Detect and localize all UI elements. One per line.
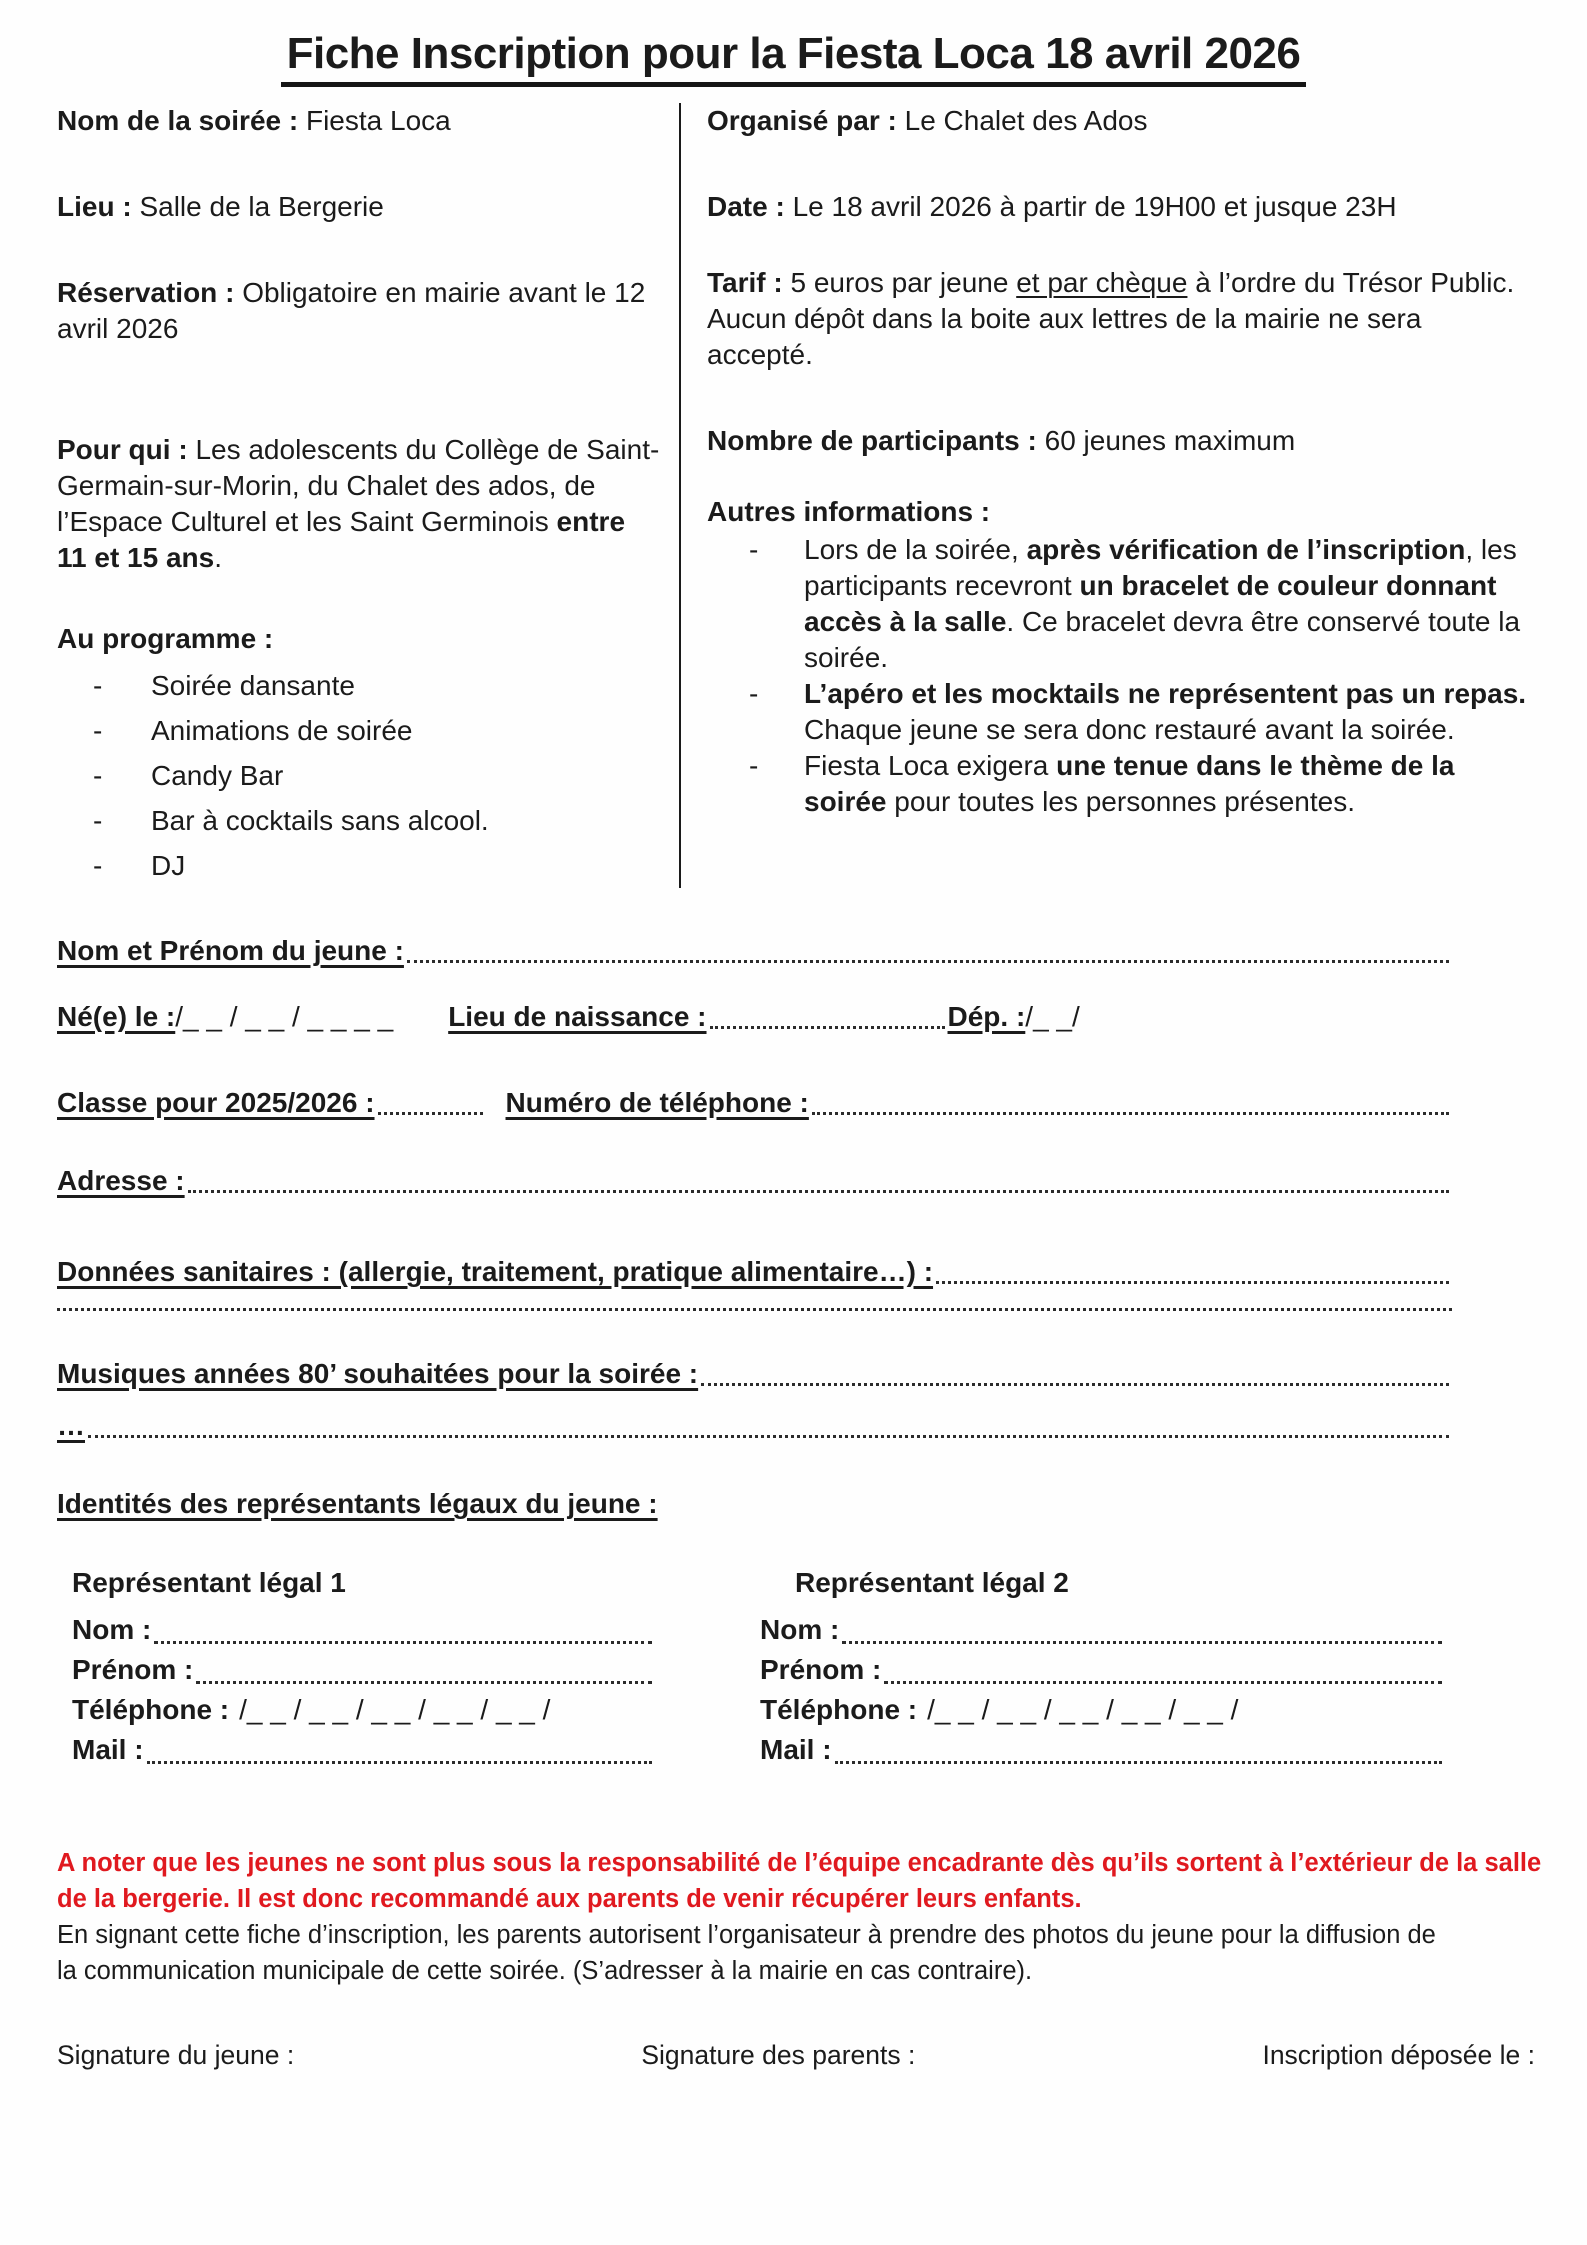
programme-item-2: Animations de soirée [151, 715, 413, 746]
dotted-line [842, 1641, 1442, 1644]
dash-bullet: - [93, 715, 103, 746]
signature-jeune-label: Signature du jeune : [57, 2040, 295, 2070]
autres-informations-list [707, 532, 1534, 820]
rep2-prenom-label: Prénom : [760, 1654, 882, 1685]
tarif-label: Tarif : [707, 267, 783, 298]
programme-label: Au programme : [57, 623, 274, 654]
dash-bullet: - [93, 760, 103, 791]
photo-authorization-note [57, 1917, 1557, 1989]
representant-legal-1-block [57, 1562, 740, 1770]
programme-item-4: Bar à cocktails sans alcool. [151, 805, 489, 836]
dotted-line [936, 1281, 1449, 1284]
field-tarif [707, 265, 1534, 373]
participants-label: Nombre de participants : [707, 425, 1037, 456]
signature-row [57, 2037, 1535, 2073]
list-item [93, 798, 661, 843]
dotted-line [196, 1681, 652, 1684]
dotted-line [701, 1383, 1449, 1386]
adresse-label: Adresse : [57, 1165, 185, 1196]
autres-bullet-1 [804, 532, 1534, 676]
warning-note [57, 1845, 1557, 1917]
ne-le-label: Né(e) le : [57, 1001, 176, 1032]
pour-qui-end: . [214, 542, 223, 573]
dash-bullet: - [749, 750, 759, 781]
musiques-label: Musiques années 80’ souhaitées pour la soirée : [57, 1358, 699, 1389]
dotted-line [835, 1761, 1442, 1764]
reservation-label: Réservation : [57, 277, 235, 308]
bullet2-b1: L’apéro et les mocktails ne représentent pas un repas. [804, 678, 1527, 709]
list-item [93, 663, 661, 708]
bullet1-s1: Lors de la soirée, [804, 534, 1027, 565]
info-column-left [57, 103, 679, 888]
musiques-continuation-prefix: … [57, 1410, 85, 1441]
dotted-line [378, 1112, 483, 1115]
tarif-text-2: à l’ordre du Trésor Public. Aucun dépôt dans la boite aux lettres de la mairie ne sera accepté. [707, 267, 1515, 370]
field-programme [57, 621, 661, 888]
field-organise-par [707, 103, 1534, 139]
list-item [93, 708, 661, 753]
field-lieu [57, 189, 661, 225]
programme-item-1: Soirée dansante [151, 670, 355, 701]
lieu-naissance-label: Lieu de naissance : [448, 1001, 707, 1032]
rep2-row-mail [760, 1730, 1445, 1770]
dash-bullet: - [93, 670, 103, 701]
bullet1-b1: après vérification de l’inscription [1026, 534, 1466, 565]
row-musiques-continuation [57, 1408, 1452, 1444]
info-columns [57, 103, 1534, 888]
rep1-nom-label: Nom : [72, 1614, 152, 1645]
rep1-telephone-blank-template: /_ _ / _ _ / _ _ / _ _ / _ _ / [239, 1694, 551, 1725]
nom-soiree-label: Nom de la soirée : [57, 105, 299, 136]
organise-par-value: Le Chalet des Ados [904, 105, 1148, 136]
nom-prenom-jeune-label: Nom et Prénom du jeune : [57, 935, 404, 966]
list-item [749, 676, 1534, 748]
rep1-telephone-label: Téléphone : [72, 1694, 230, 1725]
rep1-prenom-label: Prénom : [72, 1654, 194, 1685]
rep2-row-nom [760, 1610, 1445, 1650]
dotted-line [407, 960, 1449, 963]
representatives-section [57, 1562, 1452, 1770]
list-item [93, 753, 661, 798]
warning-note-line-2: de la bergerie. Il est donc recommandé aux parents de venir récupérer leurs enfants. [57, 1885, 1082, 1913]
field-reservation [57, 275, 661, 347]
autres-bullet-2 [804, 676, 1534, 748]
rep1-row-mail [72, 1730, 655, 1770]
warning-note-line-1: A noter que les jeunes ne sont plus sous la responsabilité de l’équipe encadrante dès qu’ils sortent à l’extérieur de la salle [57, 1849, 1542, 1877]
rep1-row-prenom [72, 1650, 655, 1690]
page-title: Fiche Inscription pour la Fiesta Loca 18 avril 2026 [281, 28, 1307, 87]
dotted-line [710, 1026, 945, 1029]
donnees-sanitaires-label: Données sanitaires : (allergie, traitement, pratique alimentaire…) : [57, 1256, 934, 1287]
row-adresse [57, 1163, 1452, 1199]
row-donnees-sanitaires [57, 1254, 1452, 1290]
departement-label: Dép. : [947, 1001, 1026, 1032]
programme-list [57, 663, 661, 888]
dotted-line [147, 1761, 652, 1764]
dotted-line [57, 1308, 1452, 1311]
numero-telephone-label: Numéro de téléphone : [505, 1087, 809, 1118]
tarif-text-1: 5 euros par jeune [790, 267, 1017, 298]
date-label: Date : [707, 191, 785, 222]
field-pour-qui [57, 432, 661, 576]
rep2-row-telephone [760, 1690, 1445, 1730]
signature-parents-label: Signature des parents : [641, 2040, 916, 2070]
lieu-value: Salle de la Bergerie [139, 191, 384, 222]
departement-blank-template: /_ _/ [1025, 1001, 1080, 1032]
field-nom-soiree [57, 103, 661, 139]
rep1-row-telephone [72, 1690, 655, 1730]
dotted-line [188, 1190, 1449, 1193]
info-column-right [679, 103, 1534, 888]
list-item [749, 532, 1534, 676]
field-autres-informations [707, 494, 1534, 820]
field-participants [707, 423, 1534, 459]
dotted-line [88, 1435, 1449, 1438]
representant-legal-2-block [740, 1562, 1452, 1770]
reservation-value: Obligatoire en mairie avant le 12 avril 2026 [57, 277, 646, 344]
list-item [749, 748, 1534, 820]
dotted-line [154, 1641, 652, 1644]
representant-2-title: Représentant légal 2 [795, 1567, 1069, 1598]
identites-label: Identités des représentants légaux du jeune : [57, 1488, 658, 1519]
bullet3-s2: pour toutes les personnes présentes. [886, 786, 1356, 817]
date-value: Le 18 avril 2026 à partir de 19H00 et jusque 23H [792, 191, 1397, 222]
inscription-deposee-label: Inscription déposée le : [1262, 2040, 1535, 2070]
pour-qui-bold: entre 11 et 15 ans [57, 506, 626, 573]
row-classe-telephone [57, 1085, 1452, 1121]
pour-qui-text: Les adolescents du Collège de Saint-Germain-sur-Morin, du Chalet des ados, de l’Espace Culturel et les Saint Germinois [57, 434, 660, 537]
programme-item-3: Candy Bar [151, 760, 284, 791]
bullet1-s2: , les participants recevront [804, 534, 1517, 601]
bullet3-b1: une tenue dans le thème de la soirée [804, 750, 1455, 817]
row-musiques [57, 1356, 1452, 1392]
programme-item-5: DJ [151, 850, 186, 881]
pour-qui-label: Pour qui : [57, 434, 188, 465]
organise-par-label: Organisé par : [707, 105, 897, 136]
lieu-label: Lieu : [57, 191, 132, 222]
nom-soiree-value: Fiesta Loca [305, 105, 451, 136]
row-nom-prenom-jeune [57, 933, 1452, 969]
photo-note-line-1: En signant cette fiche d’inscription, les parents autorisent l’organisateur à prendre des photos du jeune pour la diffusion de [57, 1921, 1436, 1949]
bullet1-s3: . Ce bracelet devra être conservé toute la soirée. [804, 606, 1521, 673]
dash-bullet: - [749, 534, 759, 565]
dotted-line [884, 1681, 1442, 1684]
dash-bullet: - [749, 678, 759, 709]
rep1-mail-label: Mail : [72, 1734, 144, 1765]
representant-1-title: Représentant légal 1 [72, 1567, 346, 1598]
photo-note-line-2: la communication municipale de cette soirée. (S’adresser à la mairie en cas contraire). [57, 1957, 1033, 1985]
page-header [0, 0, 1587, 87]
rep1-row-nom [72, 1610, 655, 1650]
rep2-nom-label: Nom : [760, 1614, 840, 1645]
rep2-mail-label: Mail : [760, 1734, 832, 1765]
rep2-row-prenom [760, 1650, 1445, 1690]
dotted-line [812, 1112, 1449, 1115]
row-identites [57, 1486, 1452, 1522]
dash-bullet: - [93, 805, 103, 836]
autres-bullet-3 [804, 748, 1534, 820]
field-date [707, 189, 1534, 225]
participants-value: 60 jeunes maximum [1044, 425, 1296, 456]
row-naissance [57, 999, 1452, 1035]
tarif-underlined: et par chèque [1016, 267, 1188, 298]
bullet1-b2: un bracelet de couleur donnant accès à la salle [804, 570, 1497, 637]
footer-notes [57, 1845, 1557, 1989]
autres-informations-label: Autres informations : [707, 496, 991, 527]
rep2-telephone-label: Téléphone : [760, 1694, 918, 1725]
bullet3-s1: Fiesta Loca exigera [804, 750, 1057, 781]
dash-bullet: - [93, 850, 103, 881]
classe-label: Classe pour 2025/2026 : [57, 1087, 375, 1118]
fill-in-form [57, 933, 1452, 1770]
bullet2-s1: Chaque jeune se sera donc restauré avant la soirée. [804, 714, 1455, 745]
list-item [93, 843, 661, 888]
ne-le-blank-template: /_ _ / _ _ / _ _ _ _ [175, 1001, 394, 1032]
rep2-telephone-blank-template: /_ _ / _ _ / _ _ / _ _ / _ _ / [927, 1694, 1239, 1725]
